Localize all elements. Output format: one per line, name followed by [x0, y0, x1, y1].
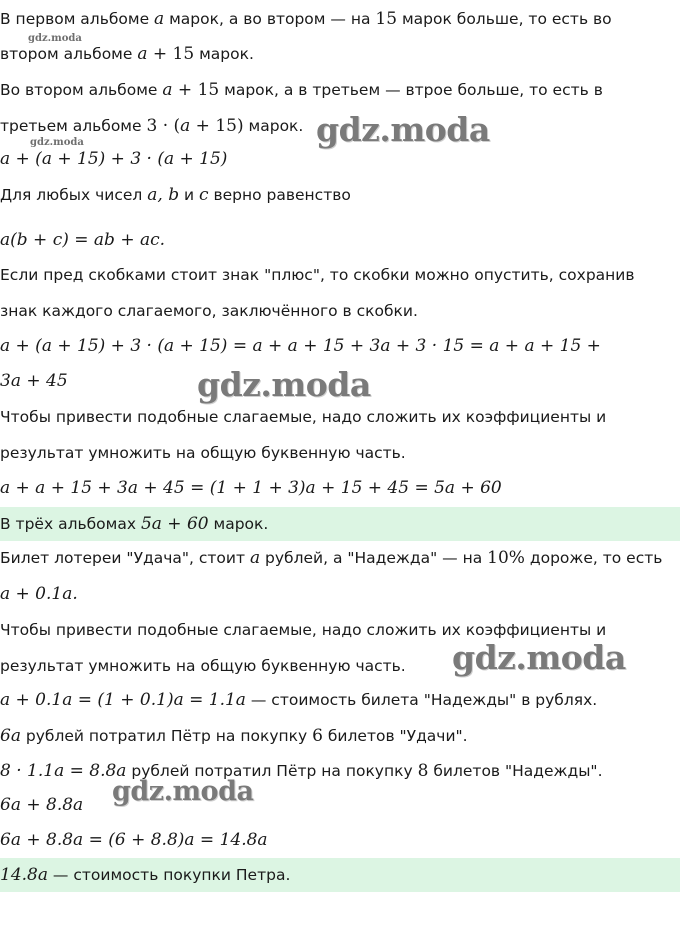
text: билетов "Удачи". [322, 727, 468, 745]
math: a [137, 44, 148, 64]
text: рублей, а "Надежда" — на [260, 549, 488, 567]
math: 8 · 1.1a = 8.8a [0, 761, 127, 781]
text: Во втором альбоме [0, 81, 163, 99]
text: марок. [243, 117, 304, 135]
text: — стоимость покупки Петра. [48, 866, 291, 884]
text-line [0, 547, 680, 569]
math: a + 0.1a = (1 + 0.1)a = 1.1a [0, 690, 246, 710]
math: a [180, 116, 191, 136]
text-line [0, 79, 680, 101]
math: a [249, 548, 261, 568]
text: — стоимость билета "Надежды" в рублях. [245, 691, 598, 709]
math-expression: 3a + 45 [0, 371, 68, 391]
text-line: Чтобы привести подобные слагаемые, надо сложить их коэффициенты и [0, 408, 607, 426]
math-expression: a + a + 15 + 3a + 45 = (1 + 1 + 3)a + 15 + 45 = 5a + 60 [0, 478, 502, 498]
answer-highlight [0, 858, 680, 892]
text-line [0, 43, 680, 65]
watermark: gdz.moda [452, 638, 626, 677]
text-line [0, 760, 680, 782]
math: 15 [375, 9, 398, 29]
math: + [147, 44, 173, 64]
text: рублей потратил Пётр на покупку [126, 762, 418, 780]
text: В трёх альбомах [0, 515, 141, 533]
math: 6 [312, 726, 323, 746]
math: 10% [487, 548, 525, 568]
text-line: знак каждого слагаемого, заключённого в скобки. [0, 302, 418, 320]
text-line [0, 689, 680, 711]
watermark: gdz.moda [316, 110, 490, 149]
text: Билет лотереи "Удача", стоит [0, 549, 250, 567]
watermark-small: gdz.moda [28, 33, 82, 44]
text-line: Чтобы привести подобные слагаемые, надо сложить их коэффициенты и [0, 621, 607, 639]
math: 5a + 60 [140, 514, 209, 534]
math-expression: a + (a + 15) + 3 · (a + 15) = a + a + 15 + 3a + 3 · 15 = a + a + 15 + [0, 336, 601, 356]
watermark: gdz.moda [112, 776, 254, 807]
math-expression: 6a + 8.8a [0, 795, 84, 815]
math: a [154, 9, 165, 29]
text-line [0, 184, 680, 206]
text: марок, а в третьем — втрое больше, то есть в [219, 81, 603, 99]
text: марок, а во втором — на [164, 10, 376, 28]
math: 15 [172, 44, 195, 64]
math: 3 · ( [146, 116, 181, 136]
text-line [0, 8, 680, 30]
math: a, b [147, 185, 180, 205]
text-line: результат умножить на общую буквенную часть. [0, 444, 406, 462]
text: В первом альбоме [0, 10, 155, 28]
text: и [179, 186, 200, 204]
text: марок больше, то есть во [397, 10, 612, 28]
text: марок. [208, 515, 269, 533]
text: третьем альбоме [0, 117, 147, 135]
text-line: Если пред скобками стоит знак "плюс", то скобки можно опустить, сохранив [0, 266, 635, 284]
math: 8 [417, 761, 429, 781]
math-expression: 6a + 8.8a = (6 + 8.8)a = 14.8a [0, 830, 268, 850]
answer-highlight [0, 507, 680, 541]
math: c [199, 185, 209, 205]
text: марок. [194, 45, 254, 63]
watermark-small: gdz.moda [30, 137, 84, 148]
math: + 15) [190, 116, 244, 136]
math: 6a [0, 726, 21, 746]
text: втором альбоме [0, 45, 138, 63]
watermark: gdz.moda [197, 365, 371, 404]
math: 14.8a [0, 865, 48, 885]
text: рублей потратил Пётр на покупку [20, 727, 313, 745]
text: Для любых чисел [0, 186, 148, 204]
text: дороже, то есть [524, 549, 663, 567]
math: a [162, 80, 173, 100]
math: 15 [197, 80, 220, 100]
math: + [172, 80, 198, 100]
math-expression: a + 0.1a. [0, 584, 78, 604]
text: верно равенство [208, 186, 351, 204]
text-line [0, 725, 680, 747]
text: билетов "Надежды". [428, 762, 603, 780]
math-expression: a + (a + 15) + 3 · (a + 15) [0, 149, 228, 169]
math-expression: a(b + c) = ab + ac. [0, 230, 166, 250]
text-line: результат умножить на общую буквенную часть. [0, 657, 406, 675]
